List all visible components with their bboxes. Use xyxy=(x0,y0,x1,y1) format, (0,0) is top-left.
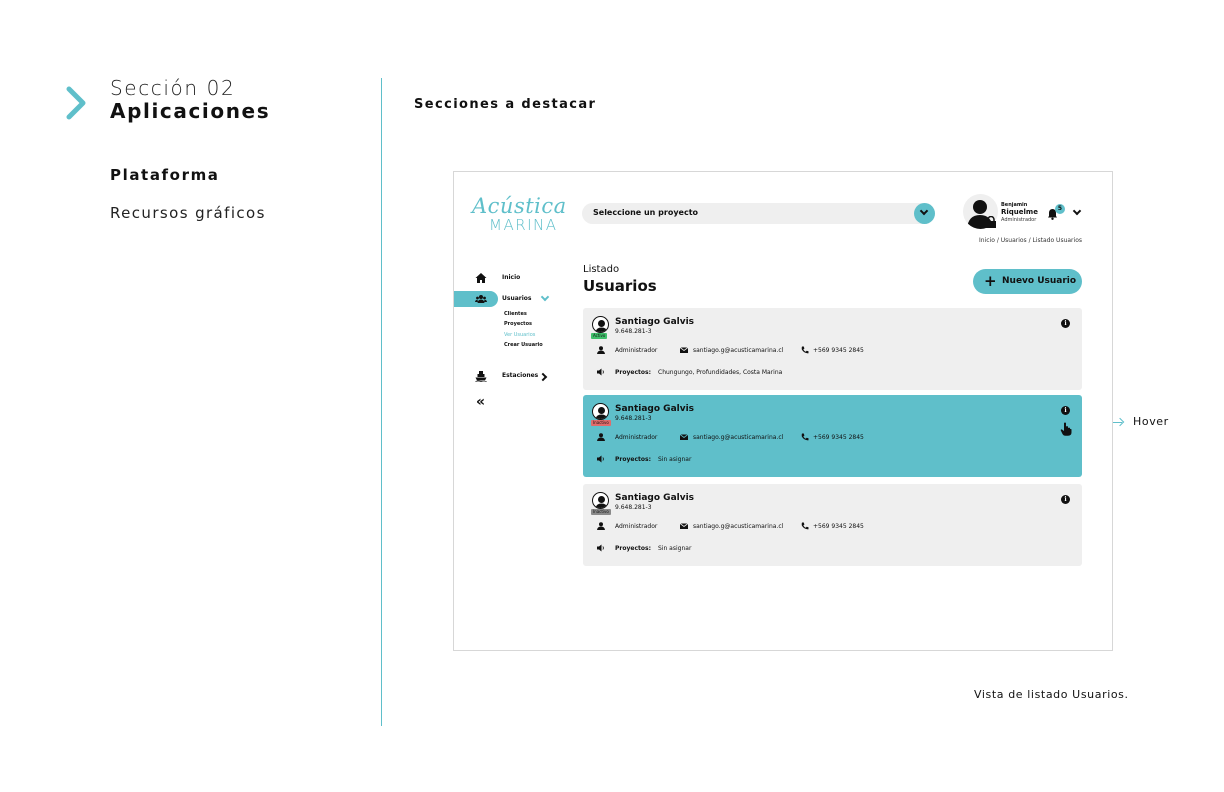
user-id: 9.648.281-3 xyxy=(615,328,652,335)
user-projects: Sin asignar xyxy=(658,456,692,463)
user-name: Santiago Galvis xyxy=(615,404,695,414)
info-icon[interactable]: i xyxy=(1061,406,1070,415)
page-title: Usuarios xyxy=(583,277,657,295)
collapse-sidebar-button[interactable]: « xyxy=(476,394,486,410)
sidebar-subitem-proyectos[interactable]: Proyectos xyxy=(504,321,532,327)
hand-cursor-icon xyxy=(1060,422,1072,436)
user-projects: Chungungo, Profundidades, Costa Marina xyxy=(658,369,783,376)
mail-icon xyxy=(680,433,688,441)
home-icon xyxy=(475,272,487,284)
user-email[interactable]: santiago.g@acusticamarina.cl xyxy=(693,523,784,530)
page-heading: Secciones a destacar xyxy=(414,97,597,112)
user-email[interactable]: santiago.g@acusticamarina.cl xyxy=(693,347,784,354)
notification-badge: 5 xyxy=(1055,204,1065,214)
speaker-icon xyxy=(597,455,605,463)
section-number: Sección 02 xyxy=(110,76,236,100)
subsection-title: Plataforma xyxy=(110,166,220,184)
sidebar-item-label: Inicio xyxy=(502,274,521,281)
project-select-placeholder: Seleccione un proyecto xyxy=(593,208,699,217)
user-card[interactable] xyxy=(583,484,1082,566)
user-role: Administrador xyxy=(615,347,658,354)
chevron-right-icon[interactable] xyxy=(539,373,547,381)
user-role: Administrador xyxy=(615,523,658,530)
breadcrumb: Inicio / Usuarios / Listado Usuarios xyxy=(979,237,1082,244)
page-subtitle: Listado xyxy=(583,264,620,275)
figure-caption: Vista de listado Usuarios. xyxy=(974,688,1129,701)
user-role: Administrador xyxy=(615,434,658,441)
user-name: Santiago Galvis xyxy=(615,493,695,503)
topic-label: Recursos gráficos xyxy=(110,204,266,222)
user-first-name: Benjamin xyxy=(1001,202,1028,208)
user-silhouette-icon xyxy=(593,317,609,333)
phone-icon xyxy=(801,433,809,441)
chevron-down-icon xyxy=(920,207,928,215)
projects-label: Proyectos: xyxy=(615,369,651,376)
sidebar-subitem-crear-usuario[interactable]: Crear Usuario xyxy=(504,342,543,348)
user-menu-chevron-icon[interactable] xyxy=(1073,207,1081,215)
speaker-icon xyxy=(597,368,605,376)
new-user-button[interactable] xyxy=(973,269,1082,294)
divider xyxy=(381,78,382,726)
projects-label: Proyectos: xyxy=(615,545,651,552)
user-id: 9.648.281-3 xyxy=(615,504,652,511)
user-name: Santiago Galvis xyxy=(615,317,695,327)
logo-bottom[interactable]: MARINA xyxy=(489,216,558,234)
user-id: 9.648.281-3 xyxy=(615,415,652,422)
status-badge: Inactivo xyxy=(593,509,609,514)
section-title: Aplicaciones xyxy=(110,99,271,123)
info-icon[interactable]: i xyxy=(1061,319,1070,328)
user-email[interactable]: santiago.g@acusticamarina.cl xyxy=(693,434,784,441)
user-last-name: Riquelme xyxy=(1001,208,1038,216)
hover-arrow-icon xyxy=(1116,418,1124,426)
avatar xyxy=(592,316,609,333)
project-select[interactable] xyxy=(582,203,935,224)
avatar xyxy=(592,403,609,420)
sidebar-subitem-ver-usuarios[interactable]: Ver Usuarios xyxy=(504,332,536,338)
user-phone: +569 9345 2845 xyxy=(813,434,864,441)
info-icon[interactable]: i xyxy=(1061,495,1070,504)
chevron-down-icon[interactable] xyxy=(541,293,549,301)
person-icon xyxy=(597,522,605,530)
project-select-toggle[interactable] xyxy=(914,203,935,224)
chevron-right-icon xyxy=(64,86,88,120)
person-icon xyxy=(597,346,605,354)
sidebar-item-label: Usuarios xyxy=(502,295,532,302)
speaker-icon xyxy=(597,544,605,552)
app-mockup xyxy=(453,171,1113,651)
mail-icon xyxy=(680,346,688,354)
user-role: Administrador xyxy=(1001,217,1037,223)
avatar xyxy=(592,492,609,509)
user-card[interactable] xyxy=(583,308,1082,390)
lock-icon xyxy=(985,216,997,228)
phone-icon xyxy=(801,522,809,530)
user-silhouette-icon xyxy=(593,493,609,509)
new-user-label: Nuevo Usuario xyxy=(1002,276,1077,286)
hover-note: Hover xyxy=(1133,415,1169,428)
person-icon xyxy=(597,433,605,441)
user-projects: Sin asignar xyxy=(658,545,692,552)
sidebar-item-label: Estaciones xyxy=(502,372,539,379)
sidebar-subitem-clientes[interactable]: Clientes xyxy=(504,311,527,317)
status-badge: Inactivo xyxy=(593,420,609,425)
ship-icon xyxy=(475,370,487,382)
users-icon xyxy=(475,293,487,305)
projects-label: Proyectos: xyxy=(615,456,651,463)
phone-icon xyxy=(801,346,809,354)
user-phone: +569 9345 2845 xyxy=(813,523,864,530)
user-card[interactable] xyxy=(583,395,1082,477)
mail-icon xyxy=(680,522,688,530)
user-silhouette-icon xyxy=(593,404,609,420)
status-badge: Activo xyxy=(593,333,606,338)
logo-top[interactable]: Acústica xyxy=(472,194,567,218)
user-phone: +569 9345 2845 xyxy=(813,347,864,354)
plus-icon: + xyxy=(984,272,997,290)
